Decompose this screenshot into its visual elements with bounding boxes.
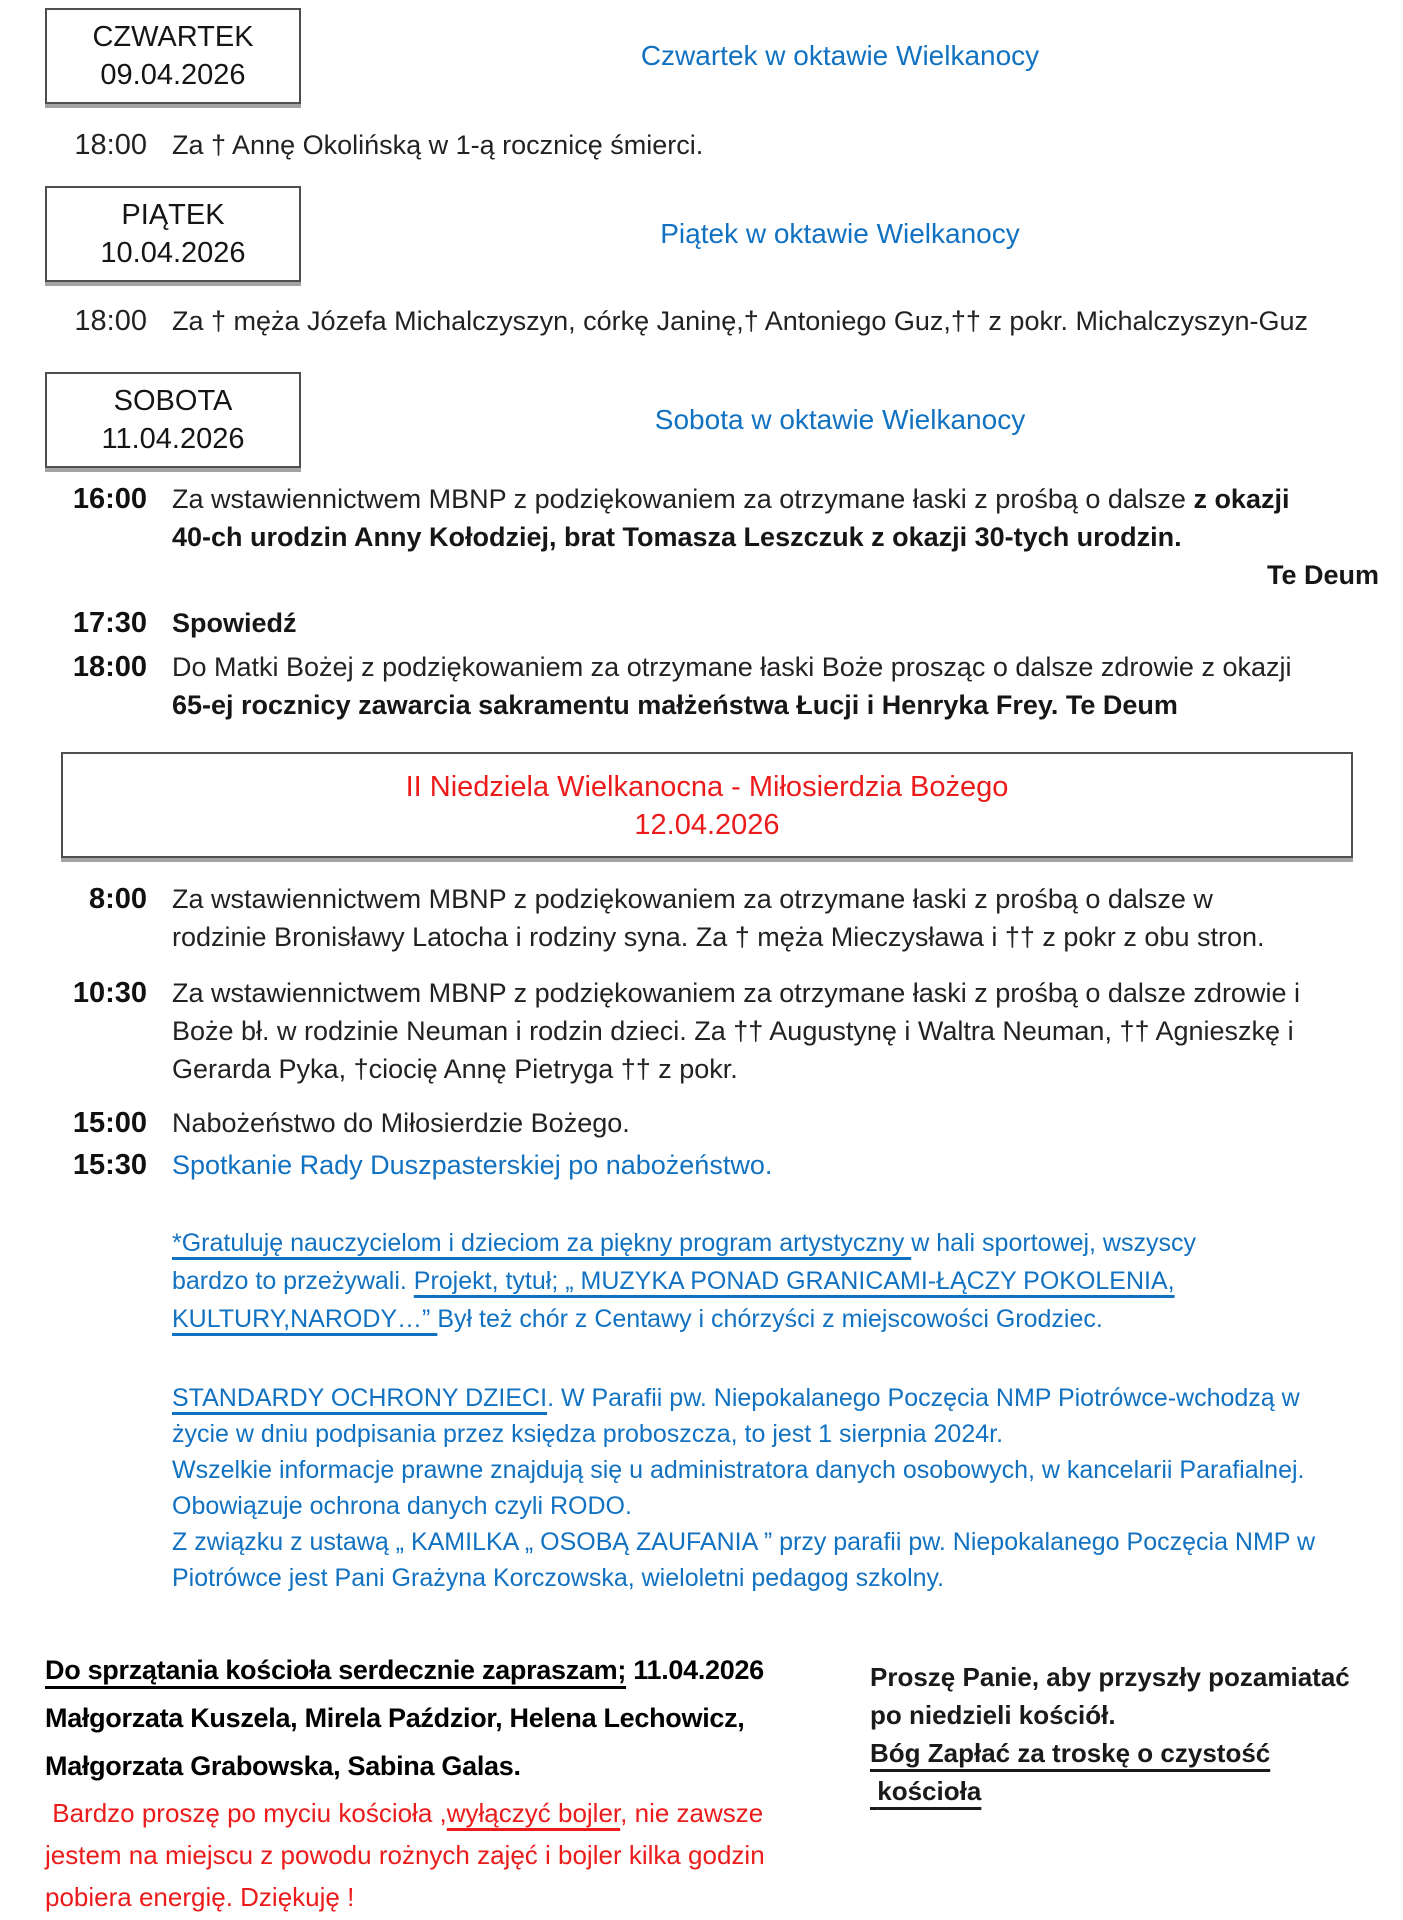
sweeping-line: Proszę Panie, aby przyszły pozamiatać [870,1662,1350,1692]
cleaning-title-line [45,1646,870,1694]
announcement-line: Piotrówce jest Pani Grażyna Korczowska, wieloletni pedagog szkolny. [172,1564,945,1592]
intention-line: Do Matki Bożej z podziękowaniem za otrzymane łaski Boże prosząc o dalsze zdrowie z okazji [172,652,1292,682]
friday-octave-title: Piątek w oktawie Wielkanocy [660,218,1020,249]
mass-time: 15:00 [72,1107,147,1139]
mass-entry [45,1146,1379,1184]
intention-line [172,480,1379,518]
boiler-line: pobiera energię. Dziękuję ! [45,1882,355,1912]
day-name: CZWARTEK [92,20,254,53]
mass-intention [172,302,1379,340]
day-row-saturday [45,372,1379,468]
day-date: 10.04.2026 [100,237,246,269]
day-date: 11.04.2026 [101,423,245,455]
mass-time: 10:30 [72,977,147,1009]
announcement-run-underlined: *Gratuluję nauczycielom i dzieciom za piękny program artystyczny [172,1229,912,1257]
intention-line: Boże bł. w rodzinie Neuman i rodzin dzieci. Za †† Augustynę i Waltra Neuman, †† Agnieszkę i [172,1016,1294,1046]
intention-run: Za wstawiennictwem MBNP z podziękowaniem za otrzymane łaski z prośbą o dalsze [172,484,1194,514]
announcement-run: bardzo to przeżywali. [172,1267,414,1295]
saturday-date-box [45,372,301,468]
intention-line: Nabożeństwo do Miłosierdzie Bożego. [172,1108,630,1138]
intention-line: Spotkanie Rady Duszpasterskiej po nabożeństwo. [172,1150,773,1180]
mass-entry [45,604,1379,642]
te-deum-line: Te Deum [1266,560,1379,590]
day-row-friday [45,186,1379,282]
announcement-run: Był też chór z Centawy i chórzyści z miejscowości Grodziec. [437,1305,1103,1333]
cleaning-date: 11.04.2026 [626,1655,764,1685]
announcement-run: . W Parafii pw. Niepokalanego Poczęcia NMP Piotrówce-wchodzą w [547,1384,1300,1412]
cleaning-names-line: Małgorzata Grabowska, Sabina Galas. [45,1751,521,1781]
mass-intention [172,126,1379,164]
intention-line: Za † męża Józefa Michalczyszyn, córkę Janinę,† Antoniego Guz,†† z pokr. Michalczyszyn-Guz [172,306,1309,336]
boiler-run: , nie zawsze [620,1798,764,1828]
intention-line: Za wstawiennictwem MBNP z podziękowaniem za otrzymane łaski z prośbą o dalsze w [172,884,1213,914]
announcement-line: życie w dniu podpisania przez księdza proboszcza, to jest 1 sierpnia 2024r. [172,1420,1004,1448]
mass-intention [172,648,1379,724]
intention-line: Spowiedź [172,608,297,638]
thursday-date-box [45,8,301,104]
mass-time: 16:00 [72,483,147,515]
sweeping-line-underlined: Bóg Zapłać za troskę o czystość [870,1738,1271,1768]
mass-intention [172,1146,1379,1184]
announcement-line [172,1224,1379,1262]
thursday-octave-title: Czwartek w oktawie Wielkanocy [640,40,1040,71]
mass-entry [45,974,1379,1088]
announcement-line: Wszelkie informacje prawne znajdują się u administratora danych osobowych, w kancelarii Parafialnej. [172,1456,1305,1484]
sunday-title: II Niedziela Wielkanocna - Miłosierdzia Bożego [405,771,1009,803]
mass-intention [172,880,1379,956]
sunday-date: 12.04.2026 [634,809,780,841]
day-row-thursday [45,8,1379,104]
friday-date-box [45,186,301,282]
boiler-line [45,1792,870,1834]
sweeping-line: po niedzieli kościół. [870,1700,1116,1730]
mass-entry [45,480,1379,594]
boiler-run: Bardzo proszę po myciu kościoła , [45,1798,447,1828]
boiler-run-underlined: wyłączyć bojler [446,1798,621,1828]
announcement-line: Z związku z ustawą „ KAMILKA „ OSOBĄ ZAUFANIA ” przy parafii pw. Niepokalanego Poczęcia NMP w [172,1528,1316,1556]
announcement-run-underlined: STANDARDY OCHRONY DZIECI [172,1384,548,1412]
sweeping-request-block [870,1646,1379,1918]
announcement-line: Obowiązuje ochrona danych czyli RODO. [172,1492,632,1520]
sunday-header-box [61,752,1353,858]
mass-entry [45,126,1379,164]
mass-entry [45,880,1379,956]
announcement-program [172,1224,1379,1338]
announcement-run: w hali sportowej, wszyscy [911,1229,1196,1257]
announcement-run-underlined: KULTURY,NARODY…” [172,1305,438,1333]
mass-entry [45,302,1379,340]
boiler-warning [45,1792,870,1918]
saturday-octave-title: Sobota w oktawie Wielkanocy [654,404,1026,435]
intention-run-bold: z okazji [1193,484,1290,514]
sweeping-line-underlined: kościoła [870,1776,982,1806]
intention-line: Za wstawiennictwem MBNP z podziękowaniem za otrzymane łaski z prośbą o dalsze zdrowie i [172,978,1300,1008]
mass-time: 18:00 [72,651,147,683]
intention-line: 40-ch urodzin Anny Kołodziej, brat Tomasza Leszczuk z okazji 30-tych urodzin. [172,522,1182,552]
mass-entry [45,1104,1379,1142]
mass-entry [45,648,1379,724]
announcement-line [172,1300,1379,1338]
cleaning-invitation-block [45,1646,870,1918]
cleaning-names-line: Małgorzata Kuszela, Mirela Paździor, Helena Lechowicz, [45,1703,745,1733]
day-name: SOBOTA [113,384,233,417]
mass-time: 15:30 [72,1149,147,1181]
cleaning-title-underlined: Do sprzątania kościoła serdecznie zapraszam; [45,1655,627,1685]
mass-intention [172,974,1379,1088]
announcement-standards [172,1380,1379,1596]
footer-section [45,1646,1379,1918]
announcement-run-underlined: Projekt, tytuł; „ MUZYKA PONAD GRANICAMI-ŁĄCZY POKOLENIA, [413,1267,1175,1295]
intention-line: Gerarda Pyka, †ciocię Annę Pietryga †† z pokr. [172,1054,738,1084]
day-date: 09.04.2026 [100,59,246,91]
boiler-line: jestem na miejscu z powodu rożnych zajęć i bojler kilka godzin [45,1840,765,1870]
day-name: PIĄTEK [121,198,225,231]
mass-intention [172,1104,1379,1142]
mass-time: 18:00 [74,305,147,337]
intention-line: Za † Annę Okolińską w 1-ą rocznicę śmierci. [172,130,704,160]
intention-line: 65-ej rocznicy zawarcia sakramentu małżeństwa Łucji i Henryka Frey. Te Deum [172,690,1178,720]
mass-time: 18:00 [74,129,147,161]
announcement-line [172,1262,1379,1300]
mass-intention [172,480,1379,594]
intention-line: rodzinie Bronisławy Latocha i rodziny syna. Za † męża Mieczysława i †† z pokr z obu stron. [172,922,1265,952]
mass-time: 8:00 [88,883,147,915]
announcement-line [172,1380,1379,1416]
mass-intention [172,604,1379,642]
mass-time: 17:30 [72,607,147,639]
